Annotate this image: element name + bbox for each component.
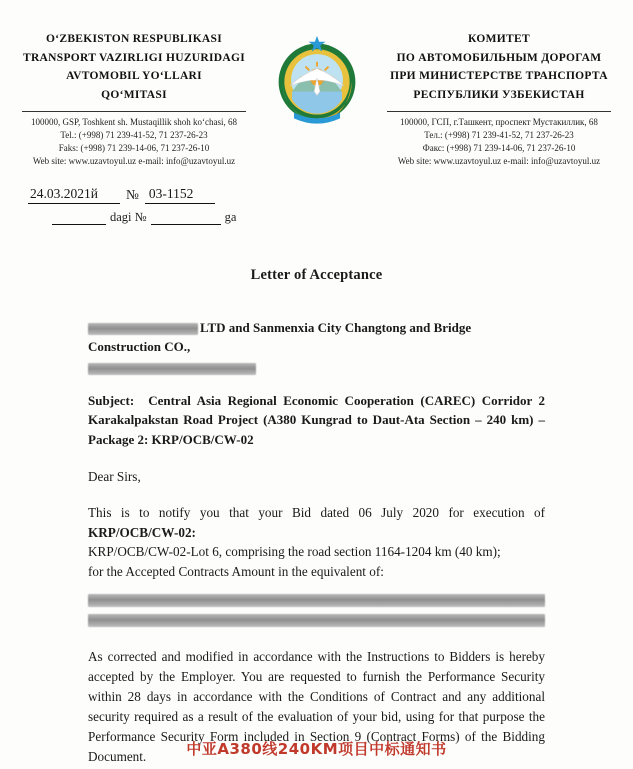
fax-line: Faks: (+998) 71 239-14-06, 71 237-26-10 xyxy=(58,142,210,153)
fax-line: Факс: (+998) 71 239-14-06, 71 237-26-10 xyxy=(422,142,576,153)
letterhead-left-title-line: O‘ZBEKISTON RESPUBLIKASI xyxy=(45,33,223,45)
subject-label: Subject: xyxy=(88,392,135,408)
letterhead-left xyxy=(22,30,246,168)
dagi-label: dagi № xyxy=(110,209,147,224)
emblem-container xyxy=(262,30,372,128)
letterhead-right-title-line: ПО АВТОМОБИЛЬНЫМ ДОРОГАМ xyxy=(396,51,602,64)
acceptance-paragraph: As corrected and modified in accordance with the Instructions to Bidders is hereby accepted by the Employer. You are requested to furnish the Performance Security within 28 days in accordance with the Conditions of Contract and any additional security required as a result of the evaluation of your bid, using for that purpose the Performance Security Form included in Section 9 (Contract Forms) of the Bidding Document. xyxy=(88,648,545,765)
letterhead-right xyxy=(387,30,611,168)
letterhead-right-contact xyxy=(387,116,611,168)
blank-field-2 xyxy=(151,212,221,225)
letterhead-right-title-line: РЕСПУБЛИКИ УЗБЕКИСТАН xyxy=(413,88,585,101)
contract-amount-redacted xyxy=(88,594,545,627)
subject-block xyxy=(88,391,545,450)
ga-label: ga xyxy=(224,209,237,224)
lot-description: KRP/OCB/CW-02-Lot 6, comprising the road section 1164-1204 km (40 km); xyxy=(88,544,501,560)
amount-intro: for the Accepted Contracts Amount in the equivalent of: xyxy=(88,564,384,580)
letter-date: 24.03.2021й xyxy=(28,186,120,204)
letterhead-left-title-line: TRANSPORT VAZIRLIGI HUZURIDAGI xyxy=(22,51,246,64)
reference-number-label: № xyxy=(126,186,139,202)
redaction-bar xyxy=(88,323,198,335)
addressee-block xyxy=(88,318,545,371)
letterhead-left-title xyxy=(22,30,246,105)
web-email-line: Web site: www.uzavtoyul.uz e-mail: info@uzavtoyul.uz xyxy=(32,155,236,166)
redaction-bar xyxy=(88,614,545,627)
letterhead-left-title-line: QO‘MITASI xyxy=(101,88,167,101)
reference-number: 03-1152 xyxy=(145,186,216,204)
subject-text: Central Asia Regional Economic Cooperation (CAREC) Corridor 2 Karakalpakstan Road Project (A380 Kungrad to Daut-Ata Section – 240 km) – Package 2: KRP/OCB/CW-02 xyxy=(88,392,545,447)
redaction-bar xyxy=(88,363,256,375)
salutation: Dear Sirs, xyxy=(88,469,141,485)
addressee-line-2 xyxy=(88,358,545,371)
notification-paragraph xyxy=(88,503,545,582)
reference-line xyxy=(28,186,633,204)
phone-line: Тел.: (+998) 71 239-41-52, 71 237-26-23 xyxy=(424,129,574,140)
reference-line-secondary xyxy=(52,210,633,225)
address-line: 100000, ГСП, г.Ташкент, проспект Мустакиллик, 68 xyxy=(400,116,598,127)
letterhead xyxy=(0,0,633,168)
redaction-bar xyxy=(88,594,545,607)
letter-body xyxy=(88,318,545,768)
letterhead-right-title xyxy=(387,30,611,105)
notify-text: This is to notify you that your Bid dated 06 July 2020 for execution of xyxy=(88,504,545,520)
phone-line: Tel.: (+998) 71 239-41-52, 71 237-26-23 xyxy=(60,129,208,140)
letterhead-left-title-line: AVTOMOBIL YO‘LLARI xyxy=(66,70,202,83)
letterhead-left-contact xyxy=(22,116,246,168)
letterhead-left-divider xyxy=(22,111,246,112)
blank-field-1 xyxy=(52,212,106,225)
addressee-name: LTD and Sanmenxia City Changtong and Bridge Construction CO., xyxy=(88,319,472,355)
web-email-line: Web site: www.uzavtoyul.uz e-mail: info@uzavtoyul.uz xyxy=(397,155,601,166)
contract-code: KRP/OCB/CW-02: xyxy=(88,524,196,540)
letterhead-right-title-line: ПРИ МИНИСТЕРСТВЕ ТРАНСПОРТА xyxy=(390,70,608,83)
uzbekistan-state-emblem-icon xyxy=(269,32,365,128)
address-line: 100000, GSP, Toshkent sh. Mustaqillik shoh ko‘chasi, 68 xyxy=(31,116,237,127)
caption-text: 中亚A380线240KM项目中标通知书 xyxy=(186,740,447,758)
letterhead-right-title-line: КОМИТЕТ xyxy=(468,33,530,45)
letterhead-right-divider xyxy=(387,111,611,112)
page-title: Letter of Acceptance xyxy=(250,266,383,283)
